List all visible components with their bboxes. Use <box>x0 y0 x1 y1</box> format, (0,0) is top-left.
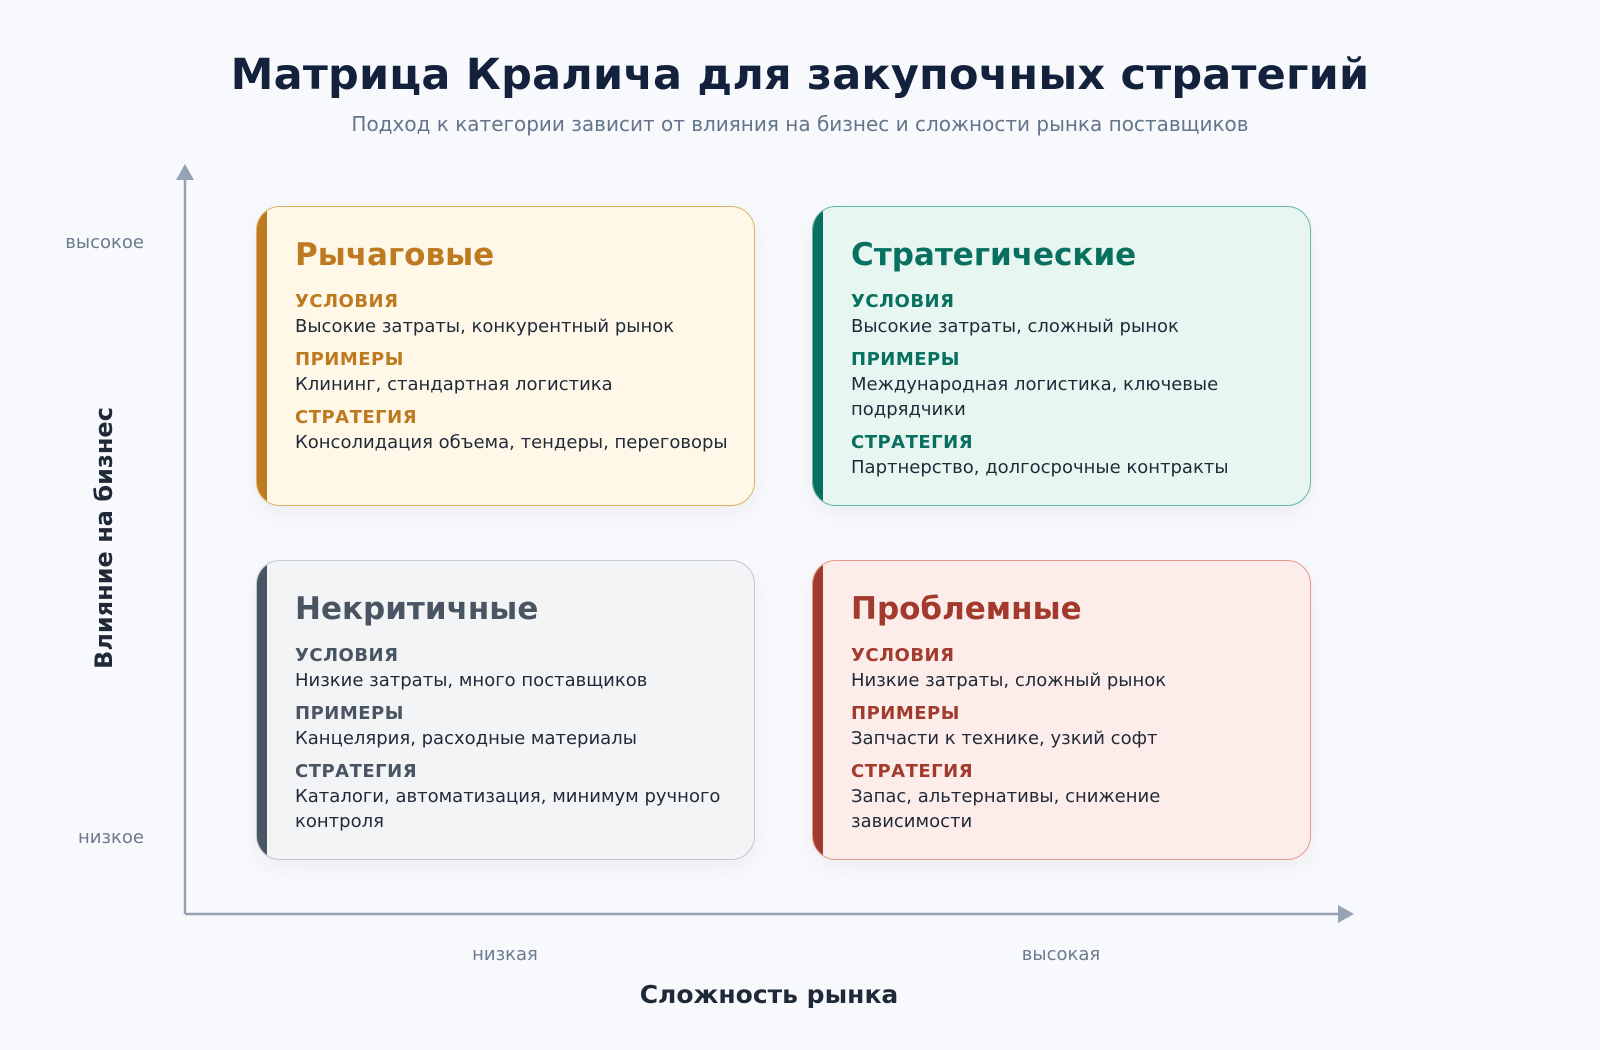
strategy-text: Консолидация объема, тендеры, переговоры <box>295 432 728 453</box>
examples-label: ПРИМЕРЫ <box>851 349 960 370</box>
quadrant-strategic <box>812 206 1311 506</box>
conditions-block <box>851 291 1286 339</box>
examples-text: Запчасти к технике, узкий софт <box>851 728 1158 749</box>
examples-label: ПРИМЕРЫ <box>295 703 404 724</box>
y-axis-title: Влияние на бизнес <box>90 407 118 669</box>
x-axis-title: Сложность рынка <box>639 980 899 1009</box>
strategy-text: Партнерство, долгосрочные контракты <box>851 457 1229 478</box>
examples-label: ПРИМЕРЫ <box>295 349 404 370</box>
quadrant-title: Стратегические <box>851 237 1137 273</box>
conditions-text: Высокие затраты, конкурентный рынок <box>295 316 675 337</box>
conditions-block <box>295 291 730 339</box>
page-title: Матрица Кралича для закупочных стратегий <box>230 50 1370 100</box>
conditions-text: Высокие затраты, сложный рынок <box>851 316 1179 337</box>
x-tick-high: высокая <box>1021 944 1101 965</box>
y-tick-low: низкое <box>78 827 144 848</box>
strategy-block <box>851 761 1286 834</box>
strategy-text: Запас, альтернативы, снижение зависимости <box>851 786 1161 832</box>
y-tick-high: высокое <box>65 232 144 253</box>
strategy-block <box>295 407 730 455</box>
quadrant-title: Проблемные <box>851 591 1082 627</box>
y-axis-arrow <box>176 164 194 180</box>
examples-block <box>851 349 1286 422</box>
strategy-block <box>295 761 730 834</box>
conditions-label: УСЛОВИЯ <box>295 291 399 312</box>
quadrant-title: Рычаговые <box>295 237 495 273</box>
strategy-label: СТРАТЕГИЯ <box>851 432 974 453</box>
conditions-text: Низкие затраты, много поставщиков <box>295 670 648 691</box>
quadrant-title: Некритичные <box>295 591 539 627</box>
strategy-block <box>851 432 1286 480</box>
quadrant-noncritical <box>256 560 755 860</box>
conditions-block <box>295 645 730 693</box>
examples-text: Международная логистика, ключевые подрядчики <box>851 374 1219 420</box>
examples-text: Канцелярия, расходные материалы <box>295 728 637 749</box>
examples-text: Клининг, стандартная логистика <box>295 374 613 395</box>
quadrant-leverage <box>256 206 755 506</box>
strategy-label: СТРАТЕГИЯ <box>851 761 974 782</box>
x-axis-arrow <box>1338 905 1354 923</box>
examples-label: ПРИМЕРЫ <box>851 703 960 724</box>
conditions-label: УСЛОВИЯ <box>851 291 955 312</box>
examples-block <box>295 703 730 751</box>
quadrant-bottleneck <box>812 560 1311 860</box>
conditions-label: УСЛОВИЯ <box>295 645 399 666</box>
conditions-block <box>851 645 1286 693</box>
examples-block <box>295 349 730 397</box>
page-subtitle: Подход к категории зависит от влияния на бизнес и сложности рынка поставщиков <box>351 112 1249 136</box>
conditions-label: УСЛОВИЯ <box>851 645 955 666</box>
examples-block <box>851 703 1286 751</box>
strategy-text: Каталоги, автоматизация, минимум ручного контроля <box>295 786 721 832</box>
strategy-label: СТРАТЕГИЯ <box>295 407 418 428</box>
strategy-label: СТРАТЕГИЯ <box>295 761 418 782</box>
x-tick-low: низкая <box>472 944 538 965</box>
conditions-text: Низкие затраты, сложный рынок <box>851 670 1167 691</box>
